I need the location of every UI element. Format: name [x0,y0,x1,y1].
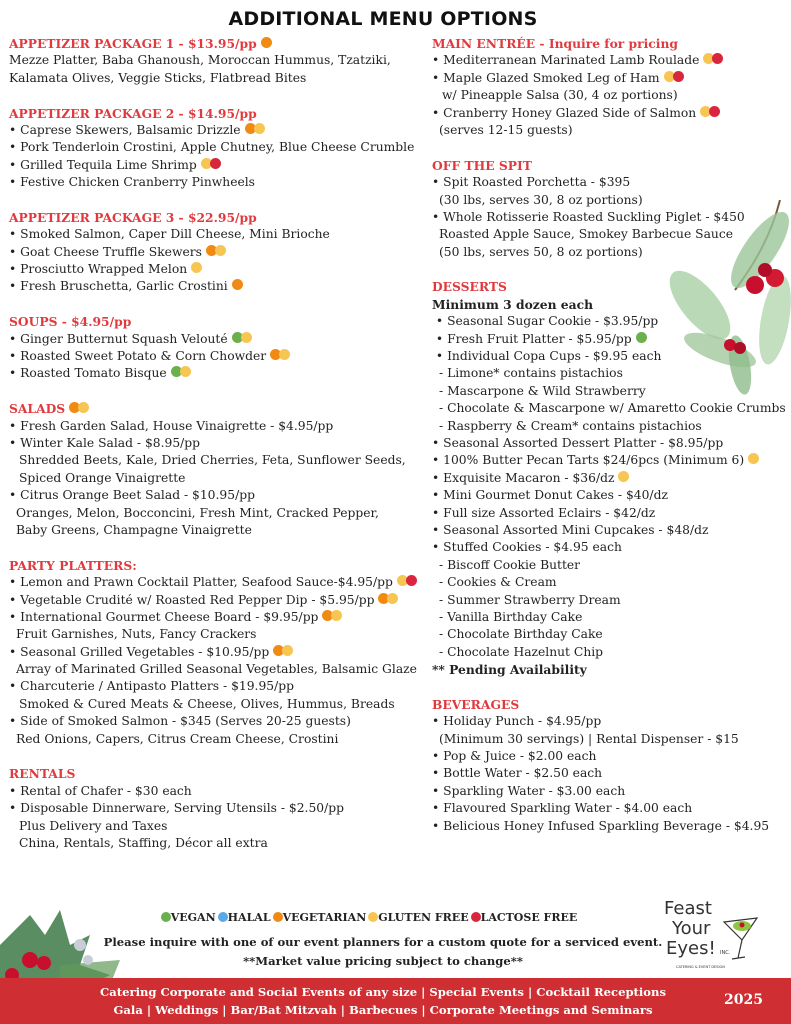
dietary-dots [700,106,720,117]
logo-line-1: Feast [664,898,712,919]
gluten-free-dot-icon [191,262,202,273]
menu-item [9,348,419,365]
section-title-text: SOUPS - $4.95/pp [9,314,132,330]
menu-item [9,331,419,348]
dietary-dots [618,471,629,482]
dietary-dots [273,645,293,656]
menu-item-text: - Vanilla Birthday Cake [439,609,583,624]
menu-item-text: • Cranberry Honey Glazed Side of Salmon [432,105,697,120]
vegetarian-legend-icon [273,912,283,922]
section-title [432,696,791,713]
menu-item-text: • Seasonal Sugar Cookie - $3.95/pp [432,314,659,329]
menu-item [9,487,419,504]
menu-item-text: • Fresh Bruschetta, Garlic Crostini [9,279,228,294]
dietary-dots [201,158,221,169]
menu-item-text: Fruit Garnishes, Nuts, Fancy Crackers [16,627,257,642]
menu-item [432,70,791,87]
menu-item [9,174,419,191]
section-title-text: APPETIZER PACKAGE 1 - $13.95/pp [9,36,257,51]
menu-item [432,783,791,800]
menu-item [432,105,791,122]
menu-item-text: (serves 12-15 guests) [439,122,573,137]
menu-item [9,592,419,609]
menu-item-text: • Charcuterie / Antipasto Platters - $19.95/pp [9,679,294,694]
menu-item-text: Roasted Apple Sauce, Smokey Barbecue Sauce [439,227,734,242]
menu-item-text: Plus Delivery and Taxes [19,818,168,833]
menu-item [9,800,419,817]
menu-item [9,574,419,591]
menu-item [9,783,419,800]
section-title [9,105,419,122]
menu-item-text: • Fresh Garden Salad, House Vinaigrette - $4.95/pp [9,418,334,433]
menu-item [9,661,419,678]
dietary-dots [322,610,342,621]
gluten-free-dot-icon [180,366,191,377]
section-title [9,313,419,330]
menu-item [9,261,419,278]
menu-item-text: • Holiday Punch - $4.95/pp [432,714,602,729]
logo-line-2: Your [672,918,711,939]
menu-item [9,696,419,713]
menu-item [9,452,419,469]
menu-item-text: • Citrus Orange Beet Salad - $10.95/pp [9,488,255,503]
menu-item-text: • Fresh Fruit Platter - $5.95/pp [432,331,632,346]
menu-item-text: • International Gourmet Cheese Board - $9.95/pp [9,609,319,624]
menu-item [432,748,791,765]
menu-item [9,626,419,643]
menu-item [432,122,791,139]
section-title-text: RENTALS [9,766,76,782]
menu-item [432,522,791,539]
menu-item [9,226,419,243]
dietary-legend [0,911,736,924]
dietary-dots [261,37,272,48]
menu-item [9,52,419,69]
menu-item-text: - Chocolate & Mascarpone w/ Amaretto Cookie Crumbs [439,401,786,416]
section-title [9,400,419,417]
menu-item-text: - Raspberry & Cream* contains pistachios [439,418,702,433]
menu-item [9,609,419,626]
dietary-dots [748,453,759,464]
section-title-text: APPETIZER PACKAGE 2 - $14.95/pp [9,105,257,121]
section-title [9,765,419,782]
menu-item-text: • Side of Smoked Salmon - $345 (Serves 20-25 guests) [9,714,351,729]
menu-item-text: Mezze Platter, Baba Ghanoush, Moroccan Hummus, Tzatziki, [9,53,391,68]
menu-item [9,713,419,730]
menu-item-text: • Grilled Tequila Lime Shrimp [9,157,197,172]
menu-item [432,592,791,609]
vegetarian-dot-icon [232,279,243,290]
menu-item-text: Oranges, Melon, Bocconcini, Fresh Mint, Cracked Pepper, [16,505,379,520]
menu-item [432,52,791,69]
dietary-dots [245,123,265,134]
menu-item [432,644,791,661]
menu-item [9,435,419,452]
menu-item [9,522,419,539]
dietary-dots [270,349,290,360]
menu-item [432,435,791,452]
menu-item-text: - Summer Strawberry Dream [439,592,621,607]
footer-band [0,978,791,1024]
section-title [9,209,419,226]
menu-item-text: • 100% Butter Pecan Tarts $24/6pcs (Minimum 6) [432,453,745,468]
menu-item [432,731,791,748]
legend-label: VEGETARIAN [282,911,367,924]
menu-item-text: (Minimum 30 servings) | Rental Dispenser - $15 [439,731,739,746]
gluten-free-dot-icon [215,245,226,256]
menu-item [9,731,419,748]
page-title: ADDITIONAL MENU OPTIONS [228,8,538,30]
menu-item-text: China, Rentals, Staffing, Décor all extra [19,835,268,850]
menu-item-text: • Pork Tenderloin Crostini, Apple Chutney, Blue Cheese Crumble [9,140,415,155]
halal-legend-icon [218,912,228,922]
company-logo [662,896,762,974]
section-title-text: DESSERTS [432,279,507,295]
menu-item [432,487,791,504]
lactose-free-dot-icon [210,158,221,169]
gluten-free-dot-icon [387,593,398,604]
menu-item [432,626,791,643]
menu-item-text: • Maple Glazed Smoked Leg of Ham [432,70,660,85]
menu-item-text: (50 lbs, serves 50, 8 oz portions) [439,244,643,259]
menu-item-text: - Mascarpone & Wild Strawberry [439,383,646,398]
menu-item-text: (30 lbs, serves 30, 8 oz portions) [439,192,643,207]
menu-item [9,157,419,174]
menu-item [9,470,419,487]
menu-item [432,418,791,435]
left-column [9,35,419,852]
menu-item-text: • Belicious Honey Infused Sparkling Beverage - $4.95 [432,818,770,833]
section-title [9,35,419,52]
menu-item-text: • Flavoured Sparkling Water - $4.00 each [432,801,693,816]
legend-label: HALAL [227,911,271,924]
vegetarian-dot-icon [261,37,272,48]
gluten-free-dot-icon [618,471,629,482]
right-column [432,35,791,835]
menu-item-text: Spiced Orange Vinaigrette [19,470,186,485]
menu-item [432,800,791,817]
menu-item-text: • Disposable Dinnerware, Serving Utensils - $2.50/pp [9,801,345,816]
lactose-free-dot-icon [673,71,684,82]
menu-item [9,678,419,695]
dietary-dots [664,71,684,82]
legend-label: LACTOSE FREE [480,911,578,924]
menu-item [9,122,419,139]
section-title [9,557,419,574]
menu-item-text: ** Pending Availability [432,662,587,678]
dietary-dots [191,262,202,273]
services-line-2: Gala | Weddings | Bar/Bat Mitzvah | Barbecues | Corporate Meetings and Seminars [113,1003,653,1017]
menu-item-text: • Winter Kale Salad - $8.95/pp [9,435,201,450]
inquiry-text: Please inquire with one of our event planners for a custom quote for a serviced event. [103,935,663,949]
dietary-dots [171,366,191,377]
menu-item-text: • Vegetable Crudité w/ Roasted Red Pepper Dip - $5.95/pp [9,592,375,607]
menu-item-text: Smoked & Cured Meats & Cheese, Olives, Hummus, Breads [19,696,395,711]
menu-item-text: • Festive Chicken Cranberry Pinwheels [9,175,255,190]
menu-item-text: Array of Marinated Grilled Seasonal Vegetables, Balsamic Glaze [16,662,417,677]
lactose-free-dot-icon [406,575,417,586]
menu-item-text: • Full size Assorted Eclairs - $42/dz [432,505,656,520]
lactose-free-legend-icon [471,912,481,922]
menu-item [432,87,791,104]
menu-item [9,835,419,852]
menu-item-text: • Mini Gourmet Donut Cakes - $40/dz [432,488,668,503]
menu-item-text: Shredded Beets, Kale, Dried Cherries, Feta, Sunflower Seeds, [19,453,406,468]
menu-item [432,574,791,591]
menu-item [432,470,791,487]
gluten-free-dot-icon [78,402,89,413]
menu-item [9,505,419,522]
menu-item [432,661,791,678]
menu-item-text: • Stuffed Cookies - $4.95 each [432,540,622,555]
section-title-text: PARTY PLATTERS: [9,557,137,573]
inquiry-note [0,933,766,971]
dietary-dots [69,402,89,413]
menu-item [432,609,791,626]
lactose-free-dot-icon [709,106,720,117]
menu-item-text: • Caprese Skewers, Balsamic Drizzle [9,122,241,137]
dietary-dots [206,245,226,256]
menu-item-text: - Chocolate Hazelnut Chip [439,644,604,659]
menu-item-text: Red Onions, Capers, Citrus Cream Cheese, Crostini [16,731,339,746]
gluten-free-legend-icon [368,912,378,922]
menu-item-text: Minimum 3 dozen each [432,296,594,312]
dietary-dots [232,279,243,290]
pricing-disclaimer: **Market value pricing subject to change** [243,954,523,968]
mistletoe-decoration-icon [640,200,791,395]
logo-suffix: INC. [720,950,731,956]
menu-item-text: Kalamata Olives, Veggie Sticks, Flatbread Bites [9,70,307,85]
menu-item [432,713,791,730]
menu-item [432,452,791,469]
section-title-text: OFF THE SPIT [432,157,532,173]
menu-item-text: • Roasted Tomato Bisque [9,366,167,381]
gluten-free-dot-icon [241,332,252,343]
menu-item-text: • Seasonal Assorted Mini Cupcakes - $48/dz [432,522,709,537]
menu-item-text: • Prosciutto Wrapped Melon [9,262,188,277]
menu-item-text: • Bottle Water - $2.50 each [432,766,603,781]
menu-item-text: • Exquisite Macaron - $36/dz [432,470,615,485]
menu-item [432,818,791,835]
vegan-legend-icon [161,912,171,922]
menu-item [9,644,419,661]
menu-item [432,765,791,782]
menu-item-text: - Chocolate Birthday Cake [439,627,603,642]
menu-item [9,70,419,87]
year-label: 2025 [724,992,763,1008]
menu-item-text: • Mediterranean Marinated Lamb Roulade [432,53,700,68]
lactose-free-dot-icon [712,53,723,64]
menu-item-text: • Ginger Butternut Squash Velouté [9,331,228,346]
logo-tagline: CATERING & EVENT DESIGN [676,965,725,969]
menu-item-text: • Roasted Sweet Potato & Corn Chowder [9,349,267,364]
gluten-free-dot-icon [748,453,759,464]
dietary-dots [397,575,417,586]
menu-item-text: • Rental of Chafer - $30 each [9,783,192,798]
menu-item-text: • Lemon and Prawn Cocktail Platter, Seafood Sauce-$4.95/pp [9,575,393,590]
logo-line-3: Eyes! [666,938,716,959]
menu-item-text: • Smoked Salmon, Caper Dill Cheese, Mini Brioche [9,227,330,242]
martini-logo-icon [662,896,762,974]
section-title [432,157,791,174]
menu-item [9,818,419,835]
menu-item [432,174,791,191]
menu-item [9,365,419,382]
menu-item-text: • Seasonal Assorted Dessert Platter - $8.95/pp [432,435,724,450]
services-line-1: Catering Corporate and Social Events of any size | Special Events | Cocktail Receptions [100,985,666,999]
menu-item-text: - Limone* contains pistachios [439,366,623,381]
menu-item [432,539,791,556]
section-title-text: BEVERAGES [432,696,520,712]
dietary-dots [232,332,252,343]
menu-item [9,278,419,295]
menu-item [9,244,419,261]
menu-item-text: • Pop & Juice - $2.00 each [432,749,597,764]
dietary-dots [378,593,398,604]
menu-item-text: Baby Greens, Champagne Vinaigrette [16,522,252,537]
dietary-dots [703,53,723,64]
section-title-text: SALADS [9,401,66,417]
gluten-free-dot-icon [254,123,265,134]
menu-item-text: • Goat Cheese Truffle Skewers [9,244,202,259]
menu-item-text: • Whole Rotisserie Roasted Suckling Piglet - $450 [432,209,745,224]
menu-item-text: w/ Pineapple Salsa (30, 4 oz portions) [442,88,678,103]
section-title [432,35,791,52]
menu-item [432,505,791,522]
gluten-free-dot-icon [331,610,342,621]
menu-item-text: • Seasonal Grilled Vegetables - $10.95/pp [9,644,270,659]
gluten-free-dot-icon [282,645,293,656]
menu-item [9,139,419,156]
menu-item-text: • Sparkling Water - $3.00 each [432,783,626,798]
menu-item-text: • Individual Copa Cups - $9.95 each [432,349,662,364]
section-title-text: MAIN ENTRÉE - Inquire for pricing [432,36,679,51]
menu-item [432,400,791,417]
services-list [0,983,766,1019]
menu-item-text: - Cookies & Cream [439,575,557,590]
menu-item-text: - Biscoff Cookie Butter [439,557,581,572]
menu-item-text: • Spit Roasted Porchetta - $395 [432,175,631,190]
menu-item [9,418,419,435]
section-title-text: APPETIZER PACKAGE 3 - $22.95/pp [9,209,257,225]
gluten-free-dot-icon [279,349,290,360]
menu-item [432,557,791,574]
legend-label: GLUTEN FREE [378,911,469,924]
legend-label: VEGAN [170,911,216,924]
